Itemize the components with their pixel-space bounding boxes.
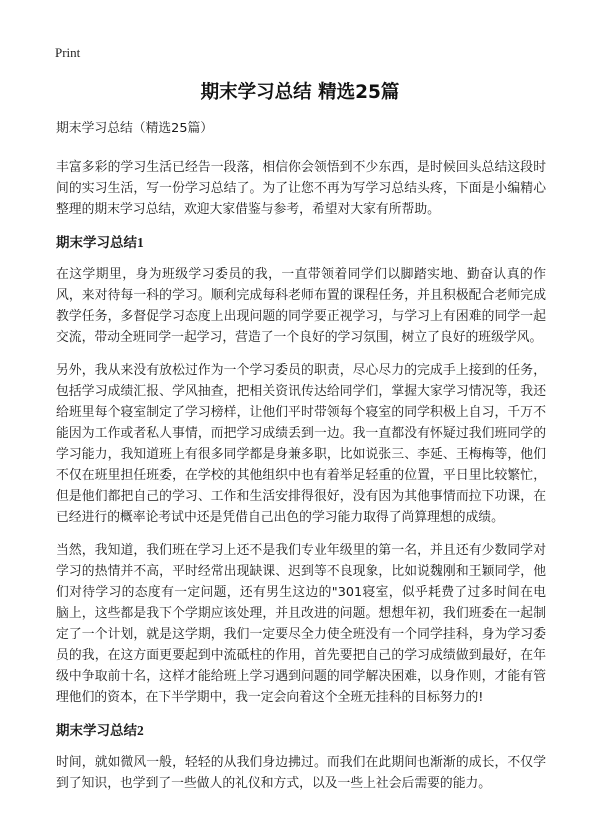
section-heading-number: 2: [137, 723, 144, 738]
section-heading-text: 期末学习总结: [56, 723, 137, 739]
section-1-paragraph-2: 另外，我从来没有放松过作为一个学习委员的职责，尽心尽力的完成手上接到的任务，包括学习成绩汇报、学风抽查，把相关资讯传达给同学们，掌握大家学习情况等，我还给班里每个寝室制定了学习榜样，让他们平时带领每个寝室的同学积极上自习，千万不能因为工作或者私人事情，而把学习成绩丢到一边。我一直都没有怀疑过我们班同学的学习能力，我知道班上有很多同学都是身兼多职，比如说张三、李延、王梅梅等，他们不仅在班里担任班委，在学校的其他组织中也有着举足轻重的位置，平日里比较繁忙，但是他们都把自己的学习、工作和生活安排得很好，没有因为其他事情而拉下功课，在已经进行的概率论考试中还是凭借自己出色的学习能力取得了尚算理想的成绩。: [56, 363, 546, 525]
document-subtitle: 期末学习总结（精选25篇）: [56, 121, 214, 136]
document-body: [56, 118, 546, 806]
section-heading-1: [56, 232, 546, 254]
section-2-paragraph-1: 时间，就如微风一般，轻轻的从我们身边拂过。而我们在此期间也渐渐的成长，不仅学到了知识，也学到了一些做人的礼仪和方式，以及一些上社会后需要的能力。: [56, 755, 546, 791]
section-1-paragraph-1: 在这学期里，身为班级学习委员的我，一直带领着同学们以脚踏实地、勤奋认真的作风，来对待每一科的学习。顺利完成每科老师布置的课程任务，并且积极配合老师完成教学任务，多督促学习态度上出现问题的同学要正视学习，与学习上有困难的同学一起交流，带动全班同学一起学习，营造了一个良好的学习氛围，树立了良好的班级学风。: [56, 267, 546, 345]
intro-paragraph: 丰富多彩的学习生活已经告一段落，相信你会领悟到不少东西，是时候回头总结这段时间的实习生活，写一份学习总结了。为了让您不再为写学习总结头疼，下面是小编精心整理的期末学习总结，欢迎大家借鉴与参考，希望对大家有所帮助。: [56, 160, 546, 217]
page-title: 期末学习总结 精选25篇: [200, 82, 400, 103]
section-heading-number: 1: [137, 235, 144, 250]
section-heading-text: 期末学习总结: [56, 235, 137, 251]
print-link[interactable]: Print: [55, 45, 81, 60]
section-1-paragraph-3: 当然，我知道，我们班在学习上还不是我们专业年级里的第一名，并且还有少数同学对学习的热情并不高，平时经常出现缺课、迟到等不良现象，比如说魏刚和王颖同学，他们对待学习的态度有一定问题，还有男生这边的"301寝室，似乎耗费了过多时间在电脑上，这些都是我下个学期应该处理，并且改进的问题。想想年初，我们班委在一起制定了一个计划，就是这学期，我们一定要尽全力使全班没有一个同学挂科，身为学习委员的我，在这方面更要起到中流砥柱的作用，首先要把自己的学习成绩做到最好，在年级中争取前十名，这样才能给班上学习遇到问题的同学解决困难，以身作则，才能有管理他们的资本，在下半学期中，我一定会向着这个全班无挂科的目标努力的!: [56, 543, 546, 705]
section-heading-2: [56, 720, 546, 742]
